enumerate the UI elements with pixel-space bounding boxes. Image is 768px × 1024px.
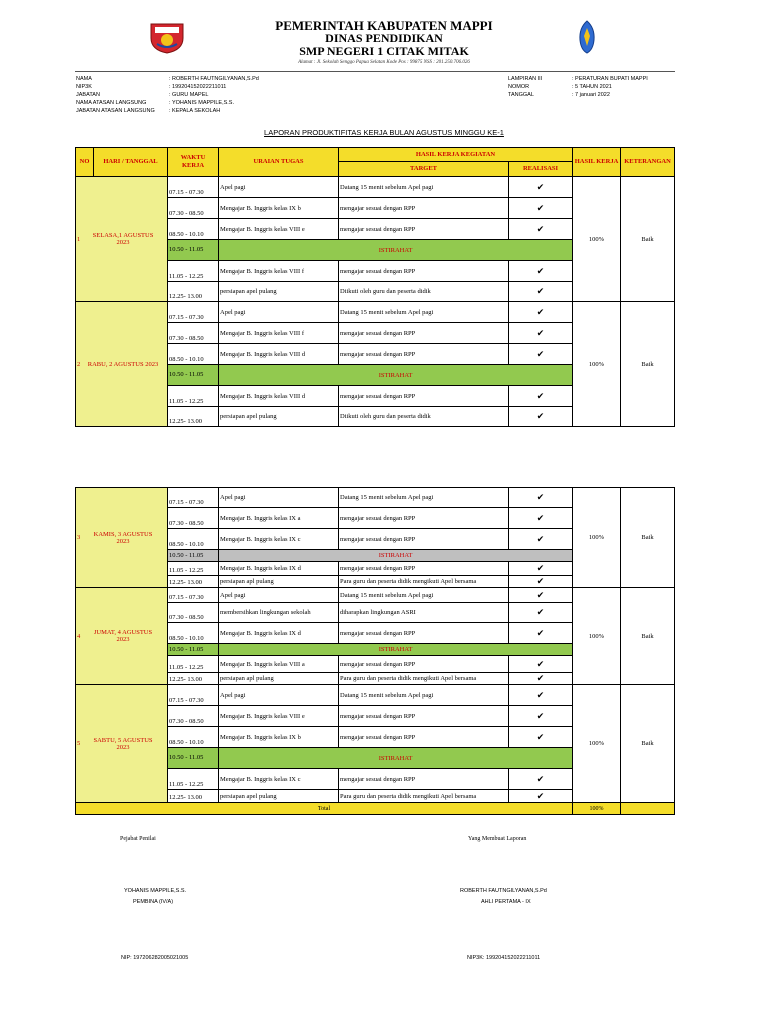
check-icon: ✔ (509, 562, 573, 576)
target-cell: Datang 15 menit sebelum Apel pagi (339, 302, 509, 323)
task-cell: Mengajar B. Inggris kelas IX b (219, 727, 339, 748)
task-cell: Mengajar B. Inggris kelas VIII e (219, 706, 339, 727)
info-value: : ROBERTH FAUTNGILYANAN,S.Pd (169, 76, 259, 82)
total-row (76, 803, 675, 815)
target-cell: mengajar sesuai dengan RPP (339, 769, 509, 790)
school-emblem-icon (578, 20, 596, 54)
task-cell: Mengajar B. Inggris kelas IX d (219, 562, 339, 576)
task-cell: Mengajar B. Inggris kelas VIII d (219, 386, 339, 407)
time-cell: 07.30 - 08.50 (168, 323, 219, 344)
target-cell: diharapkan lingkungan ASRI (339, 603, 509, 623)
time-cell: 08.50 - 10.10 (168, 623, 219, 644)
report-title: LAPORAN PRODUKTIFITAS KERJA BULAN AGUSTUS MINGGU KE-1 (264, 128, 504, 137)
check-icon: ✔ (509, 706, 573, 727)
task-cell: Apel pagi (219, 588, 339, 603)
col-result: HASIL KERJA KEGIATAN (339, 148, 573, 162)
time-cell: 11.05 - 12.25 (168, 261, 219, 282)
check-icon: ✔ (509, 407, 573, 427)
check-icon: ✔ (509, 261, 573, 282)
header-divider (75, 71, 675, 72)
task-cell: Mengajar B. Inggris kelas IX c (219, 529, 339, 550)
task-cell: Mengajar B. Inggris kelas VIII a (219, 656, 339, 673)
total-empty (621, 803, 675, 815)
target-cell: mengajar sesuai dengan RPP (339, 706, 509, 727)
task-cell: Mengajar B. Inggris kelas IX a (219, 508, 339, 529)
day-date: SELASA,1 AGUSTUS 2023 (92, 232, 154, 246)
day-date: JUMAT, 4 AGUSTUS 2023 (93, 629, 153, 643)
info-value: : 199204152022211011 (169, 84, 227, 90)
total-value: 100% (573, 803, 621, 815)
target-cell: mengajar sesuai dengan RPP (339, 198, 509, 219)
day-date: SABTU, 5 AGUSTUS 2023 (93, 736, 153, 751)
day-number: 2 (77, 360, 81, 368)
break-cell: ISTIRAHAT (219, 644, 573, 656)
day-cell (76, 588, 168, 685)
col-hasil: HASIL KERJA (573, 148, 621, 177)
target-cell: mengajar sesuai dengan RPP (339, 386, 509, 407)
day-cell (76, 177, 168, 302)
days-tbody (76, 488, 675, 803)
col-ket: KETERANGAN (621, 148, 675, 177)
assessor-rank: PEMBINA (IV/A) (133, 899, 174, 905)
time-cell: 08.50 - 10.10 (168, 529, 219, 550)
hasil-cell: 100% (573, 488, 621, 588)
target-cell: mengajar sesuai dengan RPP (339, 508, 509, 529)
task-cell: Mengajar B. Inggris kelas IX d (219, 623, 339, 644)
time-cell: 11.05 - 12.25 (168, 769, 219, 790)
target-cell: Datang 15 menit sebelum Apel pagi (339, 177, 509, 198)
target-cell: Diikuti oleh guru dan peserta didik (339, 407, 509, 427)
hasil-cell: 100% (573, 685, 621, 803)
keterangan-cell: Baik (621, 685, 675, 803)
task-cell: Apel pagi (219, 177, 339, 198)
task-cell: Mengajar B. Inggris kelas VIII f (219, 261, 339, 282)
check-icon: ✔ (509, 508, 573, 529)
time-cell: 12.25- 13.00 (168, 576, 219, 588)
break-cell: ISTIRAHAT (219, 748, 573, 769)
task-cell: Apel pagi (219, 302, 339, 323)
keterangan-cell: Baik (621, 177, 675, 302)
check-icon: ✔ (509, 603, 573, 623)
check-icon: ✔ (509, 386, 573, 407)
school-title: SMP NEGERI 1 CITAK MITAK (299, 44, 469, 58)
info-label: NAMA (76, 76, 92, 82)
hasil-cell: 100% (573, 177, 621, 302)
info-value: : PERATURAN BUPATI MAPPI (572, 76, 648, 82)
day-number: 3 (77, 534, 81, 541)
target-cell: Para guru dan peserta didik mengikuti Apel bersama (339, 673, 509, 685)
day-number: 5 (77, 740, 81, 747)
target-cell: Diikuti oleh guru dan peserta didik (339, 282, 509, 302)
target-cell: mengajar sesuai dengan RPP (339, 623, 509, 644)
check-icon: ✔ (509, 219, 573, 240)
info-value: : 5 TAHUN 2021 (572, 84, 612, 90)
check-icon: ✔ (509, 282, 573, 302)
employee-info (0, 76, 768, 121)
target-cell: Para guru dan peserta didik mengikuti Apel bersama (339, 576, 509, 588)
day-cell (76, 488, 168, 588)
time-cell: 07.30 - 08.50 (168, 198, 219, 219)
check-icon: ✔ (509, 623, 573, 644)
col-no: NO (76, 148, 94, 177)
table-row (76, 488, 675, 508)
task-cell: Mengajar B. Inggris kelas VIII f (219, 323, 339, 344)
time-cell: 08.50 - 10.10 (168, 219, 219, 240)
check-icon: ✔ (509, 488, 573, 508)
day-date: KAMIS, 3 AGUSTUS 2023 (93, 530, 153, 545)
time-cell: 07.15 - 07.30 (168, 177, 219, 198)
info-value: : GURU MAPEL (169, 92, 209, 98)
break-cell: ISTIRAHAT (219, 365, 573, 386)
government-title: PEMERINTAH KABUPATEN MAPPI (275, 18, 493, 33)
time-cell: 07.15 - 07.30 (168, 488, 219, 508)
info-label: JABATAN ATASAN LANGSUNG (76, 108, 155, 114)
total-label: Total (76, 803, 573, 815)
task-cell: Apel pagi (219, 488, 339, 508)
check-icon: ✔ (509, 344, 573, 365)
time-cell: 07.15 - 07.30 (168, 685, 219, 706)
info-label: TANGGAL (508, 92, 534, 98)
target-cell: Datang 15 menit sebelum Apel pagi (339, 588, 509, 603)
time-cell: 07.30 - 08.50 (168, 508, 219, 529)
day-date: RABU, 2 AGUSTUS 2023 (87, 360, 159, 368)
target-cell: Datang 15 menit sebelum Apel pagi (339, 685, 509, 706)
target-cell: mengajar sesuai dengan RPP (339, 727, 509, 748)
task-cell: persiapan apl pulang (219, 576, 339, 588)
table-row (76, 177, 675, 198)
letterhead (0, 12, 768, 72)
check-icon: ✔ (509, 727, 573, 748)
hasil-cell: 100% (573, 302, 621, 427)
check-icon: ✔ (509, 576, 573, 588)
task-cell: persiapan apel pulang (219, 282, 339, 302)
time-cell: 12.25- 13.00 (168, 790, 219, 803)
assessor-title: Pejabat Penilai (120, 836, 156, 842)
hasil-cell: 100% (573, 588, 621, 685)
table-row (76, 588, 675, 603)
target-cell: Para guru dan peserta didik mengikuti Apel bersama (339, 790, 509, 803)
task-cell: persiapan apel pulang (219, 790, 339, 803)
assessor-name: YOHANIS MAPPILE,S.S. (124, 888, 187, 894)
time-cell: 10.50 - 11.05 (168, 550, 219, 562)
target-cell: mengajar sesuai dengan RPP (339, 344, 509, 365)
regency-emblem-icon (147, 20, 187, 54)
info-label: NAMA ATASAN LANGSUNG (76, 100, 147, 106)
department-title: DINAS PENDIDIKAN (325, 31, 443, 45)
task-cell: Mengajar B. Inggris kelas VIII d (219, 344, 339, 365)
assessor-nip: NIP: 197206282005021005 (121, 955, 189, 961)
days-tbody (76, 177, 675, 427)
task-cell: persiapan apel pulang (219, 407, 339, 427)
reporter-title: Yang Membuat Laporan (468, 836, 527, 842)
target-cell: mengajar sesuai dengan RPP (339, 261, 509, 282)
keterangan-cell: Baik (621, 488, 675, 588)
check-icon: ✔ (509, 198, 573, 219)
time-cell: 12.25- 13.00 (168, 282, 219, 302)
time-cell: 08.50 - 10.10 (168, 727, 219, 748)
day-number: 1 (77, 235, 81, 243)
time-cell: 07.30 - 08.50 (168, 706, 219, 727)
info-value: : 7 januari 2022 (572, 92, 610, 98)
target-cell: Datang 15 menit sebelum Apel pagi (339, 488, 509, 508)
target-cell: mengajar sesuai dengan RPP (339, 219, 509, 240)
time-cell: 07.15 - 07.30 (168, 588, 219, 603)
check-icon: ✔ (509, 302, 573, 323)
check-icon: ✔ (509, 177, 573, 198)
reporter-name: ROBERTH FAUTNGILYANAN,S.Pd (460, 888, 547, 894)
time-cell: 10.50 - 11.05 (168, 644, 219, 656)
col-task: URAIAN TUGAS (219, 148, 339, 177)
break-cell: ISTIRAHAT (219, 550, 573, 562)
day-cell (76, 685, 168, 803)
time-cell: 07.30 - 08.50 (168, 603, 219, 623)
check-icon: ✔ (509, 673, 573, 685)
check-icon: ✔ (509, 529, 573, 550)
school-address: Alamat : Jl. Sekolah Senggo Papua Selatan Kode Pos : 99875 NSS : 201.250.706.026 (298, 60, 470, 65)
check-icon: ✔ (509, 588, 573, 603)
col-real: REALISASI (509, 162, 573, 177)
task-cell: Mengajar B. Inggris kelas IX c (219, 769, 339, 790)
table-row (76, 685, 675, 706)
col-day: HARI / TANGGAL (94, 148, 168, 177)
break-cell: ISTIRAHAT (219, 240, 573, 261)
time-cell: 08.50 - 10.10 (168, 344, 219, 365)
target-cell: mengajar sesuai dengan RPP (339, 562, 509, 576)
day-cell (76, 302, 168, 427)
reporter-nip: NIP3K: 199204152022211011 (467, 955, 541, 961)
time-cell: 11.05 - 12.25 (168, 656, 219, 673)
info-value: : YOHANIS MAPPILE,S.S. (169, 100, 235, 106)
keterangan-cell: Baik (621, 588, 675, 685)
table-row (76, 302, 675, 323)
col-time: WAKTU KERJA (168, 148, 219, 177)
time-cell: 10.50 - 11.05 (168, 240, 219, 261)
productivity-table-1 (75, 147, 675, 427)
time-cell: 10.50 - 11.05 (168, 365, 219, 386)
time-cell: 07.15 - 07.30 (168, 302, 219, 323)
check-icon: ✔ (509, 685, 573, 706)
time-cell: 10.50 - 11.05 (168, 748, 219, 769)
time-cell: 12.25- 13.00 (168, 407, 219, 427)
reporter-rank: AHLI PERTAMA - IX (481, 899, 531, 905)
task-cell: Mengajar B. Inggris kelas IX b (219, 198, 339, 219)
check-icon: ✔ (509, 790, 573, 803)
check-icon: ✔ (509, 323, 573, 344)
info-label: NIP3K (76, 84, 92, 90)
task-cell: membersihkan lingkungan sekolah (219, 603, 339, 623)
check-icon: ✔ (509, 656, 573, 673)
info-label: JABATAN (76, 92, 100, 98)
time-cell: 12.25- 13.00 (168, 673, 219, 685)
productivity-table-2 (75, 487, 675, 815)
task-cell: Apel pagi (219, 685, 339, 706)
task-cell: persiapan apl pulang (219, 673, 339, 685)
task-cell: Mengajar B. Inggris kelas VIII e (219, 219, 339, 240)
day-number: 4 (77, 632, 81, 640)
time-cell: 11.05 - 12.25 (168, 562, 219, 576)
target-cell: mengajar sesuai dengan RPP (339, 656, 509, 673)
info-label: LAMPIRAN III (508, 76, 543, 82)
check-icon: ✔ (509, 769, 573, 790)
col-target: TARGET (339, 162, 509, 177)
info-label: NOMOR (508, 84, 530, 90)
time-cell: 11.05 - 12.25 (168, 386, 219, 407)
info-value: : KEPALA SEKOLAH (169, 108, 221, 114)
target-cell: mengajar sesuai dengan RPP (339, 323, 509, 344)
target-cell: mengajar sesuai dengan RPP (339, 529, 509, 550)
keterangan-cell: Baik (621, 302, 675, 427)
